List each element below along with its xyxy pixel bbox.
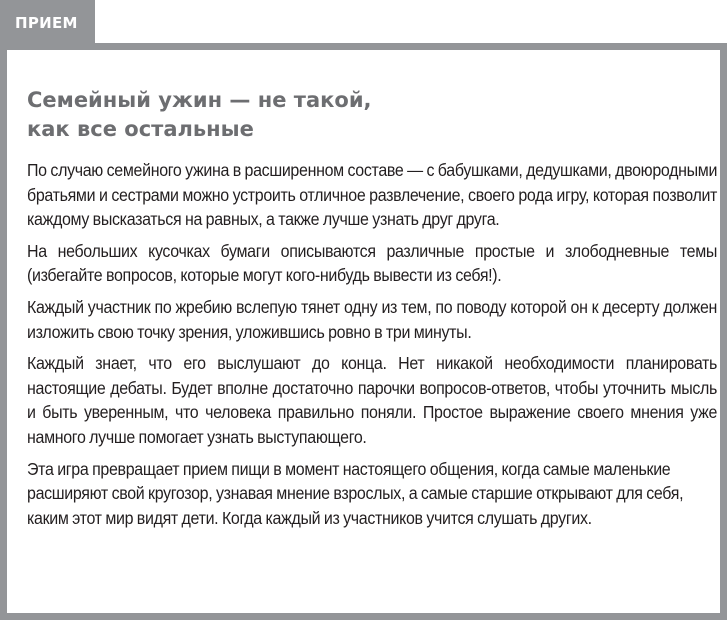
- paragraph-draw: Каждый участник по жребию вслепую тянет одну из тем, по поводу которой он к десерту должен изложить свою точку зрения, уложившись ровно в три минуты.: [27, 296, 718, 342]
- paragraph-conclusion: Эта игра превращает прием пищи в момент настоящего общения, когда самые маленькие расширяют свой кругозор, узнавая мнение взрослых, а самые старшие открывают для себя, каким этот мир видят дети. Когда каждый из участников учится слушать других.: [27, 458, 684, 528]
- sidebar-box-frame: [0, 43, 727, 620]
- article-content: [27, 86, 718, 537]
- paragraph-topics: На небольших кусочках бумаги описываются различные простые и злободневные темы (избегайте вопросов, которые могут кого-нибудь вывести из себя!).: [27, 240, 718, 286]
- section-tab: [0, 0, 95, 46]
- article-title-line-2: как все остальные: [27, 117, 254, 141]
- article-title-line-1: Семейный ужин — не такой,: [27, 88, 372, 112]
- paragraph-intro: По случаю семейного ужина в расширенном составе — с бабушками, дедушками, двоюродными братьями и сестрами можно устроить отличное развлечение, своего рода игру, которая позволит каждому высказаться на равных, а также лучше узнать друг друга.: [27, 160, 718, 230]
- section-tab-label: ПРИЕМ: [15, 14, 78, 32]
- paragraph-listening: Каждый знает, что его выслушают до конца. Нет никакой необходимости планировать настоящие дебаты. Будет вполне достаточно парочки вопросов-ответов, чтобы уточнить мысль и быть уверенным, что человека правильно поняли. Простое выражение своего мнения уже намного лучше помогает узнать выступающего.: [27, 353, 718, 447]
- article-title: [27, 86, 707, 144]
